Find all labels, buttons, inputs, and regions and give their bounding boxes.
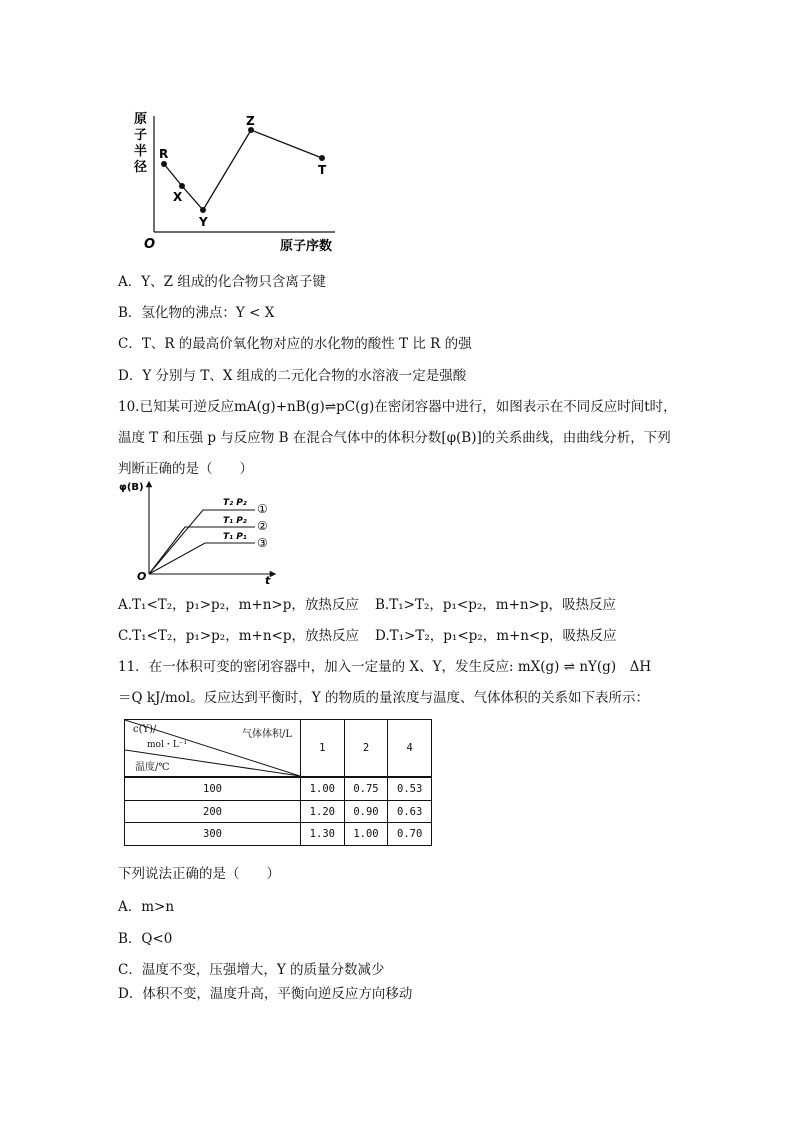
- table-cell: 1.00: [301, 777, 345, 800]
- q11-option-c: C．温度不变，压强增大，Y 的质量分数减少: [118, 962, 385, 978]
- row-temp: 300: [125, 823, 301, 846]
- point-y: [200, 207, 206, 213]
- graph1-y-label-2: 子: [134, 128, 148, 143]
- q11-option-a: A．m>n: [118, 899, 175, 915]
- curve-1-marker: ①: [257, 502, 268, 516]
- table-cell: 0.63: [388, 800, 432, 823]
- q11-stem-line2: ＝Q kJ/mol。反应达到平衡时，Y 的物质的量浓度与温度、气体体积的关系如下表所示：: [118, 690, 649, 706]
- q11-option-b: B．Q<0: [118, 931, 173, 947]
- table-row: [125, 823, 432, 846]
- curve-2-marker: ②: [257, 519, 268, 533]
- graph1-origin: O: [144, 237, 156, 252]
- table-row: [125, 800, 432, 823]
- q10-option-d: D.T₁>T₂，p₁<p₂，m+n<p，吸热反应: [375, 628, 617, 644]
- column-header: 1: [301, 720, 345, 778]
- graph2-origin: O: [137, 570, 147, 583]
- curve-3: [149, 543, 255, 574]
- table-cell: 0.53: [388, 777, 432, 800]
- q10-option-c: C.T₁<T₂，p₁>p₂，m+n<p，放热反应: [118, 628, 359, 644]
- graph2-x-label: t: [265, 574, 271, 586]
- q9-option-d: D．Y 分别与 T、X 组成的二元化合物的水溶液一定是强酸: [118, 368, 467, 384]
- corner-bottom: 温度/℃: [135, 762, 170, 773]
- q11-option-d: D．体积不变，温度升高，平衡向逆反应方向移动: [118, 986, 413, 1002]
- q9-option-b: B．氢化物的沸点：Y < X: [118, 305, 275, 321]
- column-header: 2: [344, 720, 388, 778]
- table-cell: 1.00: [344, 823, 388, 846]
- graph1-y-label-4: 径: [134, 160, 148, 175]
- graph1-x-label: 原子序数: [280, 239, 333, 254]
- q10-stem-line3: 判断正确的是（ ）: [118, 461, 253, 477]
- table-cell: 1.20: [301, 800, 345, 823]
- point-x: [179, 183, 185, 189]
- curve-2-label: T₁ P₂: [223, 516, 247, 526]
- table-corner-cell: [125, 720, 301, 778]
- point-r: [161, 161, 167, 167]
- row-temp: 200: [125, 800, 301, 823]
- q10-option-a: A.T₁<T₂，p₁>p₂，m+n>p，放热反应: [118, 597, 359, 613]
- point-t: [319, 155, 325, 161]
- phi-b-graph: [115, 478, 285, 586]
- label-y: Y: [199, 215, 208, 229]
- graph1-y-label-1: 原: [134, 112, 148, 127]
- q9-option-a: A．Y、Z 组成的化合物只含离子键: [118, 274, 326, 290]
- q10-option-b: B.T₁>T₂，p₁<p₂，m+n>p，吸热反应: [375, 597, 617, 613]
- graph2-y-label: φ(B): [119, 482, 144, 493]
- corner-top-left: c(Y)/: [133, 724, 157, 735]
- label-t: T: [318, 163, 327, 177]
- graph1-y-label-3: 半: [134, 144, 148, 159]
- curve-1-label: T₂ P₂: [223, 498, 247, 508]
- concentration-table: [124, 719, 432, 846]
- curve-3-marker: ③: [257, 536, 268, 550]
- q10-stem-line2: 温度 T 和压强 p 与反应物 B 在混合气体中的体积分数[φ(B)]的关系曲线，由曲线分析，下列: [118, 430, 671, 446]
- corner-unit: mol・L⁻¹: [147, 740, 188, 750]
- q10-stem-line1: 10.已知某可逆反应mA(g)+nB(g)⇌pC(g)在密闭容器中进行，如图表示在不同反应时间t时，: [118, 399, 677, 415]
- table-row: [125, 777, 432, 800]
- q11-stem-line1: 11．在一体积可变的密闭容器中，加入一定量的 X、Y，发生反应: mX(g) ⇌ nY(g) ΔH: [118, 659, 652, 675]
- corner-top-right: 气体体积/L: [241, 729, 292, 740]
- table-cell: 0.90: [344, 800, 388, 823]
- table-cell: 1.30: [301, 823, 345, 846]
- q11-prompt: 下列说法正确的是（ ）: [118, 866, 280, 882]
- table-header-row: [125, 720, 432, 778]
- atomic-radius-graph: [130, 108, 350, 258]
- label-x: X: [173, 190, 183, 204]
- curve-3-label: T₁ P₁: [223, 532, 247, 542]
- row-temp: 100: [125, 777, 301, 800]
- q9-option-c: C．T、R 的最高价氧化物对应的水化物的酸性 T 比 R 的强: [118, 336, 472, 352]
- table-cell: 0.70: [388, 823, 432, 846]
- table-cell: 0.75: [344, 777, 388, 800]
- column-header: 4: [388, 720, 432, 778]
- label-r: R: [159, 147, 169, 161]
- label-z: Z: [246, 114, 255, 128]
